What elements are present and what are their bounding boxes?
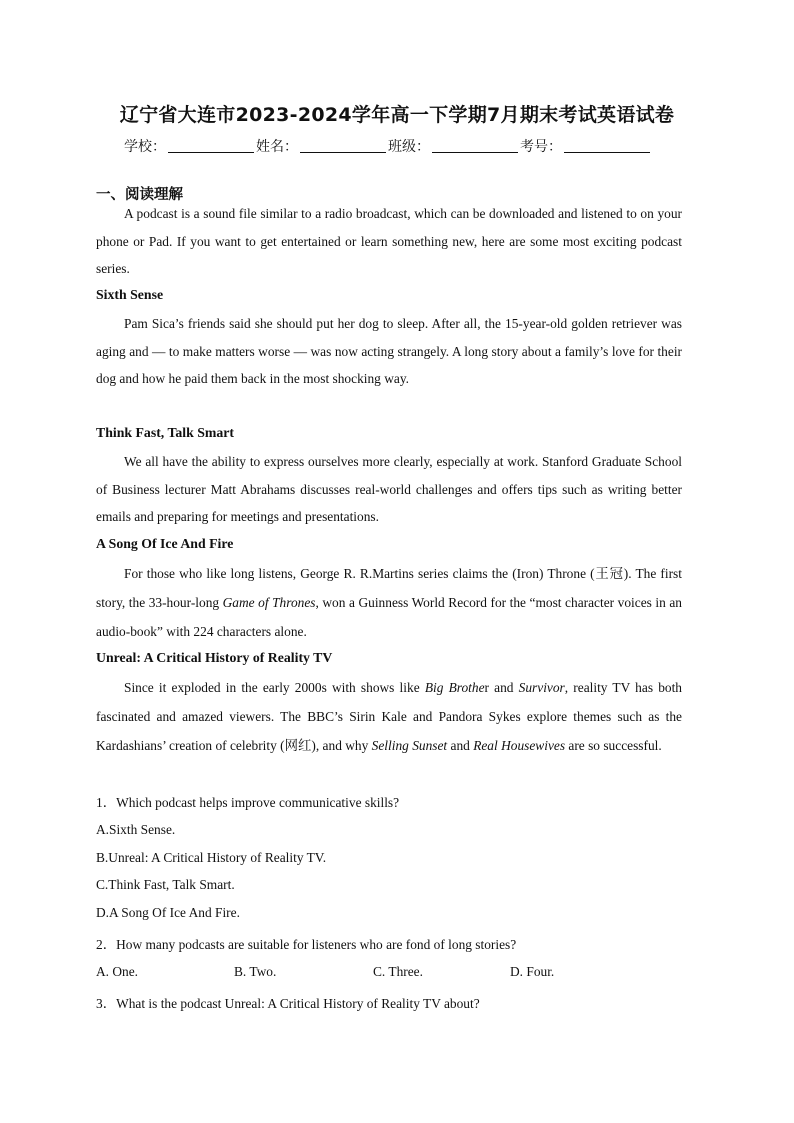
podcast-heading-4: Unreal: A Critical History of Reality TV	[96, 650, 333, 665]
podcast-3-text-a: For those who like long listens, George R. R.Martins series claims the (Iron) Throne (王冠). The first story, the 33-hour-long	[96, 566, 682, 610]
podcast-4-italic-b: Survivor	[518, 680, 565, 695]
podcast-paragraph-1: Pam Sica’s friends said she should put her dog to sleep. After all, the 15-year-old golden retriever was aging and — to make matters worse — was now acting strangely. A long story about a family’s love for their dog and how he paid them back in the most shocking way.	[96, 316, 682, 387]
podcast-heading-2: Think Fast, Talk Smart	[96, 425, 235, 440]
podcast-4-italic-c: Selling Sunset	[371, 738, 448, 753]
name-blank[interactable]	[300, 138, 386, 153]
question-2-option-b[interactable]: B. Two.	[234, 964, 277, 979]
podcast-4-text-a: Since it exploded in the early 2000s with shows like	[124, 680, 425, 695]
podcast-4-italic-a: Big Brothe	[424, 680, 485, 695]
school-label: 学校：	[124, 139, 166, 155]
question-1-stem: 1．Which podcast helps improve communicative skills?	[96, 795, 400, 810]
student-info-line	[124, 136, 652, 156]
podcast-heading-1: Sixth Sense	[96, 287, 164, 302]
podcast-4-text-b: r and	[484, 680, 519, 695]
question-2-option-d[interactable]: D. Four.	[510, 964, 555, 979]
class-label: 班级：	[388, 139, 430, 155]
question-1-option-a[interactable]: A.Sixth Sense.	[96, 822, 176, 837]
question-1-option-b[interactable]: B.Unreal: A Critical History of Reality TV.	[96, 850, 327, 865]
question-2-option-c[interactable]: C. Three.	[373, 964, 423, 979]
class-blank[interactable]	[432, 138, 518, 153]
intro-paragraph: A podcast is a sound file similar to a radio broadcast, which can be downloaded and listened to on your phone or Pad. If you want to get entertained or learn something new, here are some most exciting podcast series.	[96, 206, 682, 277]
podcast-4-text-e: are so successful.	[565, 738, 662, 753]
number-label: 考号：	[520, 139, 562, 155]
question-3-stem: 3．What is the podcast Unreal: A Critical History of Reality TV about?	[96, 996, 480, 1011]
podcast-3-italic-a: Game of Thrones	[222, 595, 316, 610]
name-label: 姓名：	[256, 139, 298, 155]
podcast-paragraph-4	[96, 673, 682, 760]
podcast-4-italic-d: Real Housewives	[473, 738, 566, 753]
school-blank[interactable]	[168, 138, 254, 153]
podcast-3-text-b: , won a Guinness World Record for the “most character voices in an audio-book” with 224 characters alone.	[96, 595, 682, 639]
question-1-option-c[interactable]: C.Think Fast, Talk Smart.	[96, 877, 235, 892]
question-2-option-a[interactable]: A. One.	[96, 964, 139, 979]
podcast-heading-3: A Song Of Ice And Fire	[96, 536, 234, 551]
podcast-paragraph-3	[96, 559, 682, 646]
question-2-stem: 2．How many podcasts are suitable for listeners who are fond of long stories?	[96, 937, 517, 952]
number-blank[interactable]	[564, 138, 650, 153]
section-heading: 一、阅读理解	[96, 187, 183, 203]
podcast-paragraph-2: We all have the ability to express ourselves more clearly, especially at work. Stanford Graduate School of Business lecturer Matt Abrahams discusses real-world challenges and offers tips such as writing better emails and preparing for meetings and presentations.	[96, 454, 682, 525]
exam-title: 辽宁省大连市2023-2024学年高一下学期7月期末考试英语试卷	[119, 104, 675, 126]
question-1-option-d[interactable]: D.A Song Of Ice And Fire.	[96, 905, 240, 920]
podcast-4-text-c: , reality TV has both fascinated and amazed viewers. The BBC’s Sirin Kale and Pandora Sykes explore themes such as the Kardashians’ creation of celebrity (网红), and why	[96, 680, 683, 753]
podcast-4-text-d: and	[447, 738, 474, 753]
